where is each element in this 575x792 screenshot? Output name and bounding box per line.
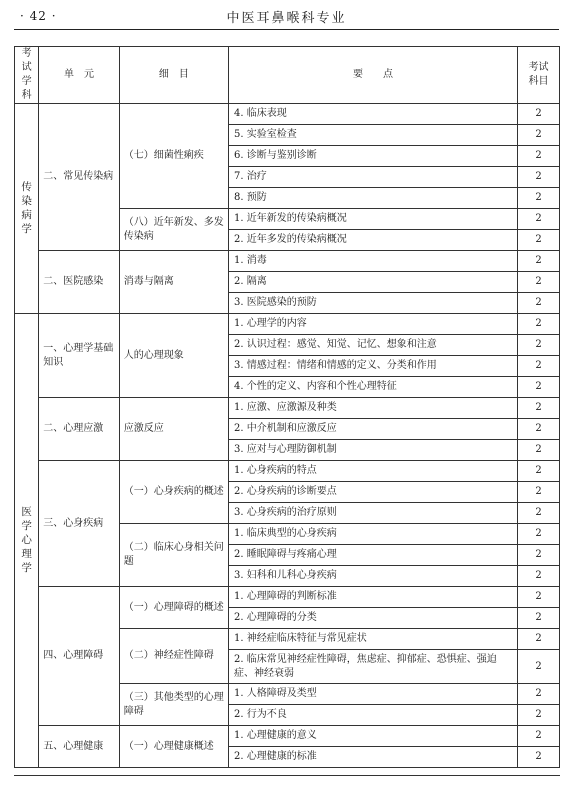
point-text: 1. 心理学的内容 [229, 314, 518, 335]
item-name: 人的心理现象 [119, 314, 228, 398]
point-text: 4. 个性的定义、内容和个性心理特征 [229, 377, 518, 398]
table-header-row [15, 47, 560, 104]
table-row [15, 314, 560, 335]
point-text: 3. 心身疾病的治疗原则 [229, 503, 518, 524]
point-text: 5. 实验室检查 [229, 125, 518, 146]
exam-level: 2 [518, 230, 560, 251]
point-text: 1. 近年新发的传染病概况 [229, 209, 518, 230]
item-name: （二）神经症性障碍 [119, 629, 228, 684]
subject-name-text: 医学心理学 [21, 506, 32, 574]
exam-level: 2 [518, 440, 560, 461]
point-text: 2. 心理障碍的分类 [229, 608, 518, 629]
item-name: （一）心身疾病的概述 [119, 461, 228, 524]
exam-level: 2 [518, 335, 560, 356]
exam-level: 2 [518, 167, 560, 188]
point-text: 2. 中介机制和应激反应 [229, 419, 518, 440]
item-name: （一）心理障碍的概述 [119, 587, 228, 629]
unit-name: 二、常见传染病 [39, 104, 120, 251]
exam-level: 2 [518, 461, 560, 482]
exam-level: 2 [518, 293, 560, 314]
point-text: 6. 诊断与鉴别诊断 [229, 146, 518, 167]
point-text: 2. 心理健康的标准 [229, 747, 518, 768]
point-text: 1. 消毒 [229, 251, 518, 272]
unit-name: 二、医院感染 [39, 251, 120, 314]
point-text: 7. 治疗 [229, 167, 518, 188]
unit-name: 四、心理障碍 [39, 587, 120, 726]
point-text: 2. 临床常见神经症性障碍，焦虑症、抑郁症、恐惧症、强迫症、神经衰弱 [229, 650, 518, 684]
unit-name: 五、心理健康 [39, 726, 120, 768]
table-body [15, 104, 560, 768]
subject-name-text: 传染病学 [21, 181, 32, 235]
item-name: 消毒与隔离 [119, 251, 228, 314]
table-row [15, 587, 560, 608]
table-bottom-rule [14, 775, 560, 776]
point-text: 1. 神经症临床特征与常见症状 [229, 629, 518, 650]
column-header-point: 要 点 [229, 47, 518, 104]
point-text: 4. 临床表现 [229, 104, 518, 125]
point-text: 2. 认识过程：感觉、知觉、记忆、想象和注意 [229, 335, 518, 356]
item-name: （一）心理健康概述 [119, 726, 228, 768]
page-running-title: 中医耳鼻喉科专业 [226, 11, 347, 26]
exam-level: 2 [518, 747, 560, 768]
point-text: 3. 妇科和儿科心身疾病 [229, 566, 518, 587]
item-name: （八）近年新发、多发传染病 [119, 209, 228, 251]
exam-level: 2 [518, 629, 560, 650]
table-row [15, 398, 560, 419]
item-name: （三）其他类型的心理障碍 [119, 684, 228, 726]
exam-level: 2 [518, 545, 560, 566]
point-text: 1. 人格障碍及类型 [229, 684, 518, 705]
exam-level: 2 [518, 705, 560, 726]
exam-level: 2 [518, 251, 560, 272]
exam-level: 2 [518, 503, 560, 524]
column-header-level: 考试 科目 [518, 47, 560, 104]
table-row [15, 461, 560, 482]
point-text: 2. 心身疾病的诊断要点 [229, 482, 518, 503]
page-number: · 42 · [20, 9, 57, 23]
exam-level: 2 [518, 209, 560, 230]
point-text: 2. 隔离 [229, 272, 518, 293]
point-text: 1. 心理障碍的判断标准 [229, 587, 518, 608]
syllabus-table [14, 46, 560, 768]
point-text: 3. 情感过程：情绪和情感的定义、分类和作用 [229, 356, 518, 377]
subject-name [15, 314, 39, 768]
exam-level: 2 [518, 398, 560, 419]
point-text: 1. 心理健康的意义 [229, 726, 518, 747]
exam-level: 2 [518, 650, 560, 684]
table-row [15, 726, 560, 747]
point-text: 1. 临床典型的心身疾病 [229, 524, 518, 545]
exam-level: 2 [518, 314, 560, 335]
exam-level: 2 [518, 188, 560, 209]
exam-level: 2 [518, 419, 560, 440]
point-text: 3. 应对与心理防御机制 [229, 440, 518, 461]
unit-name: 二、心理应激 [39, 398, 120, 461]
unit-name: 三、心身疾病 [39, 461, 120, 587]
table-row [15, 104, 560, 125]
exam-level: 2 [518, 608, 560, 629]
point-text: 2. 近年多发的传染病概况 [229, 230, 518, 251]
exam-level: 2 [518, 125, 560, 146]
unit-name: 一、心理学基础知识 [39, 314, 120, 398]
table-row [15, 251, 560, 272]
exam-level: 2 [518, 377, 560, 398]
item-name: （二）临床心身相关问题 [119, 524, 228, 587]
item-name: 应激反应 [119, 398, 228, 461]
header-rule [14, 29, 559, 30]
exam-level: 2 [518, 524, 560, 545]
exam-level: 2 [518, 566, 560, 587]
exam-level: 2 [518, 356, 560, 377]
page-header [14, 6, 559, 28]
exam-level: 2 [518, 684, 560, 705]
exam-level: 2 [518, 146, 560, 167]
point-text: 1. 心身疾病的特点 [229, 461, 518, 482]
exam-level: 2 [518, 272, 560, 293]
point-text: 2. 行为不良 [229, 705, 518, 726]
column-header-subject: 考试 学科 [15, 47, 39, 104]
exam-level: 2 [518, 482, 560, 503]
point-text: 1. 应激、应激源及种类 [229, 398, 518, 419]
point-text: 2. 睡眠障碍与疼痛心理 [229, 545, 518, 566]
exam-level: 2 [518, 104, 560, 125]
column-header-item: 细 目 [119, 47, 228, 104]
point-text: 3. 医院感染的预防 [229, 293, 518, 314]
subject-name [15, 104, 39, 314]
column-header-unit: 单 元 [39, 47, 120, 104]
point-text: 8. 预防 [229, 188, 518, 209]
exam-level: 2 [518, 587, 560, 608]
exam-level: 2 [518, 726, 560, 747]
item-name: （七）细菌性痢疾 [119, 104, 228, 209]
